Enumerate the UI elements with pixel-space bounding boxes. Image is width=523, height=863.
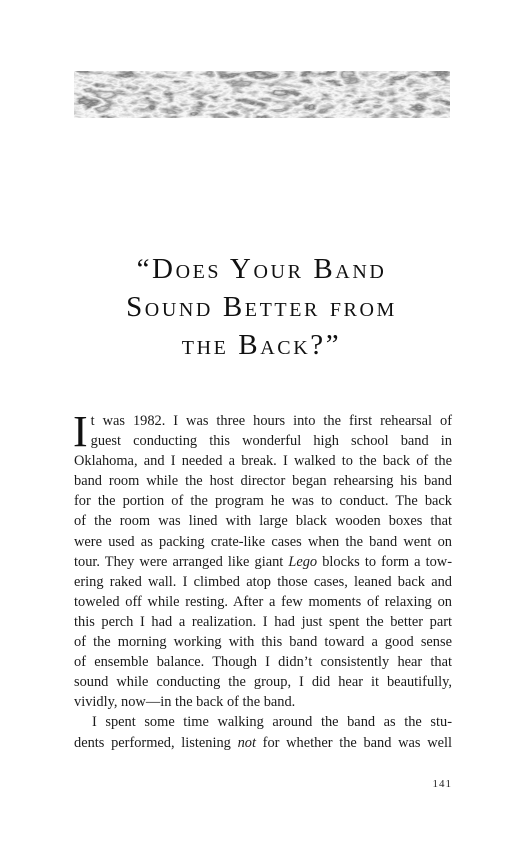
chapter-title xyxy=(40,250,483,364)
drop-cap: I xyxy=(73,407,88,456)
body-line-segment: dents performed, listening xyxy=(74,734,238,751)
body-line-segment: blocks to form a tow- xyxy=(317,553,452,570)
body-line-segment: tour. They were arranged like giant xyxy=(74,553,289,570)
body-line: of ensemble balance. Though I didn’t consistently hear that xyxy=(74,654,452,671)
chapter-title-line: the Back?” xyxy=(181,329,342,361)
body-line: toweled off while resting. After a few moments of relaxing on xyxy=(74,593,452,610)
body-line xyxy=(74,733,452,753)
body-line: of the morning working with this band toward a good sense xyxy=(74,634,452,651)
body-line: this perch I had a realization. I had just spent the better part xyxy=(74,613,452,630)
chapter-title-line: “Does Your Band xyxy=(136,253,387,285)
italic-term: Lego xyxy=(288,553,318,570)
page-number: 141 xyxy=(432,778,452,790)
body-line: sound while conducting the group, I did hear it beautifully, xyxy=(74,674,452,691)
body-line: guest conducting this wonderful high school band in xyxy=(90,433,452,450)
body-line: I spent some time walking around the band as the stu- xyxy=(92,714,452,731)
body-text xyxy=(73,407,452,753)
body-line-segment: for whether the band was well xyxy=(255,734,452,751)
body-line: ering raked wall. I climbed atop those cases, leaned back and xyxy=(74,573,452,590)
body-line: band room while the host director began rehearsing his band xyxy=(74,473,452,490)
body-line xyxy=(74,552,452,572)
body-line: of the room was lined with large black wooden boxes that xyxy=(74,513,452,530)
body-line: Oklahoma, and I needed a break. I walked to the back of the xyxy=(74,453,452,470)
italic-term: not xyxy=(237,734,256,751)
body-line: vividly, now—in the back of the band. xyxy=(74,694,296,711)
body-line: t was 1982. I was three hours into the first rehearsal of xyxy=(90,413,452,429)
chapter-title-line: Sound Better from xyxy=(126,291,397,323)
body-line: for the portion of the program he was to conduct. The back xyxy=(74,493,452,510)
marble-header-ornament xyxy=(74,71,450,118)
body-line: were used as packing crate-like cases when the band went on xyxy=(74,533,452,550)
